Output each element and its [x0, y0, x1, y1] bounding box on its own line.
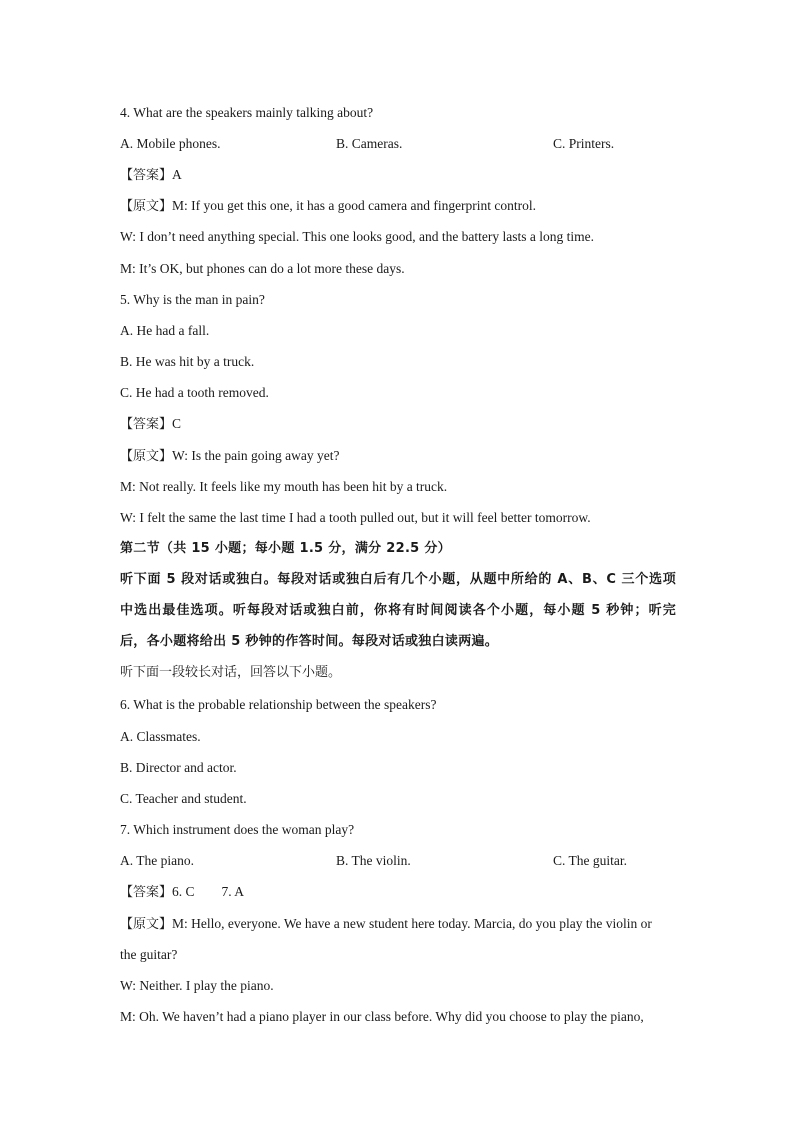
- q67-script-line-4: M: Oh. We haven’t had a piano player in our class before. Why did you choose to play the piano,: [120, 1009, 644, 1024]
- q5-script-line-2: M: Not really. It feels like my mouth has been hit by a truck.: [120, 479, 448, 494]
- q7-option-a: A. The piano.: [120, 853, 194, 868]
- q6-option-a: A. Classmates.: [120, 729, 201, 744]
- q67-answer: [120, 882, 676, 903]
- q6-question: 6. What is the probable relationship between the speakers?: [120, 697, 437, 712]
- q4-answer: [120, 165, 676, 186]
- q5-option-c: C. He had a tooth removed.: [120, 385, 269, 400]
- section2-instruction-1: 听下面 5 段对话或独白。每段对话或独白后有几个小题，从题中所给的 A、B、C 三个选项: [120, 572, 676, 587]
- q4-question: 4. What are the speakers mainly talking about?: [120, 105, 374, 120]
- section2-instruction-2: 中选出最佳选项。听每段对话或独白前，你将有时间阅读各个小题，每小题 5 秒钟；听完: [120, 603, 676, 618]
- q5-question: 5. Why is the man in pain?: [120, 292, 265, 307]
- q5-script-line-3: W: I felt the same the last time I had a tooth pulled out, but it will feel better tomorrow.: [120, 510, 591, 525]
- q67-script-line-1: 【原文】M: Hello, everyone. We have a new student here today. Marcia, do you play the violin or: [120, 916, 652, 932]
- q67-script-line-2: the guitar?: [120, 947, 178, 962]
- q4-answer-value: A: [172, 167, 182, 182]
- section2-instruction-3: 后，各小题将给出 5 秒钟的作答时间。每段对话或独白读两遍。: [120, 634, 499, 649]
- q5-answer-value: C: [172, 416, 182, 431]
- q67-answer-value: 6. C 7. A: [172, 884, 245, 899]
- q67-script-line-3: W: Neither. I play the piano.: [120, 978, 274, 993]
- answer-tag: 【答案】: [120, 417, 173, 432]
- q5-option-a: A. He had a fall.: [120, 323, 210, 338]
- q4-option-a: A. Mobile phones.: [120, 136, 221, 151]
- q6-option-c: C. Teacher and student.: [120, 791, 247, 806]
- q4-script-line-3: M: It’s OK, but phones can do a lot more these days.: [120, 261, 405, 276]
- script-tag: 【原文】: [120, 917, 173, 932]
- section2-heading: 第二节（共 15 小题；每小题 1.5 分，满分 22.5 分）: [120, 541, 451, 556]
- q4-script-line-2: W: I don’t need anything special. This one looks good, and the battery lasts a long time.: [120, 229, 595, 244]
- q7-option-b: B. The violin.: [336, 853, 411, 868]
- script-tag: 【原文】: [120, 449, 173, 464]
- q6-option-b: B. Director and actor.: [120, 760, 237, 775]
- q5-answer: [120, 414, 676, 435]
- answer-tag: 【答案】: [120, 885, 173, 900]
- q5-option-b: B. He was hit by a truck.: [120, 354, 255, 369]
- q7-option-c: C. The guitar.: [553, 853, 627, 868]
- q4-option-b: B. Cameras.: [336, 136, 403, 151]
- q4-script-line-1: 【原文】M: If you get this one, it has a good camera and fingerprint control.: [120, 198, 537, 214]
- q7-question: 7. Which instrument does the woman play?: [120, 822, 355, 837]
- script-tag: 【原文】: [120, 199, 173, 214]
- section2-prompt: 听下面一段较长对话，回答以下小题。: [120, 665, 342, 680]
- q5-script-line-1: 【原文】W: Is the pain going away yet?: [120, 448, 340, 464]
- answer-tag: 【答案】: [120, 168, 173, 183]
- q4-option-c: C. Printers.: [553, 136, 615, 151]
